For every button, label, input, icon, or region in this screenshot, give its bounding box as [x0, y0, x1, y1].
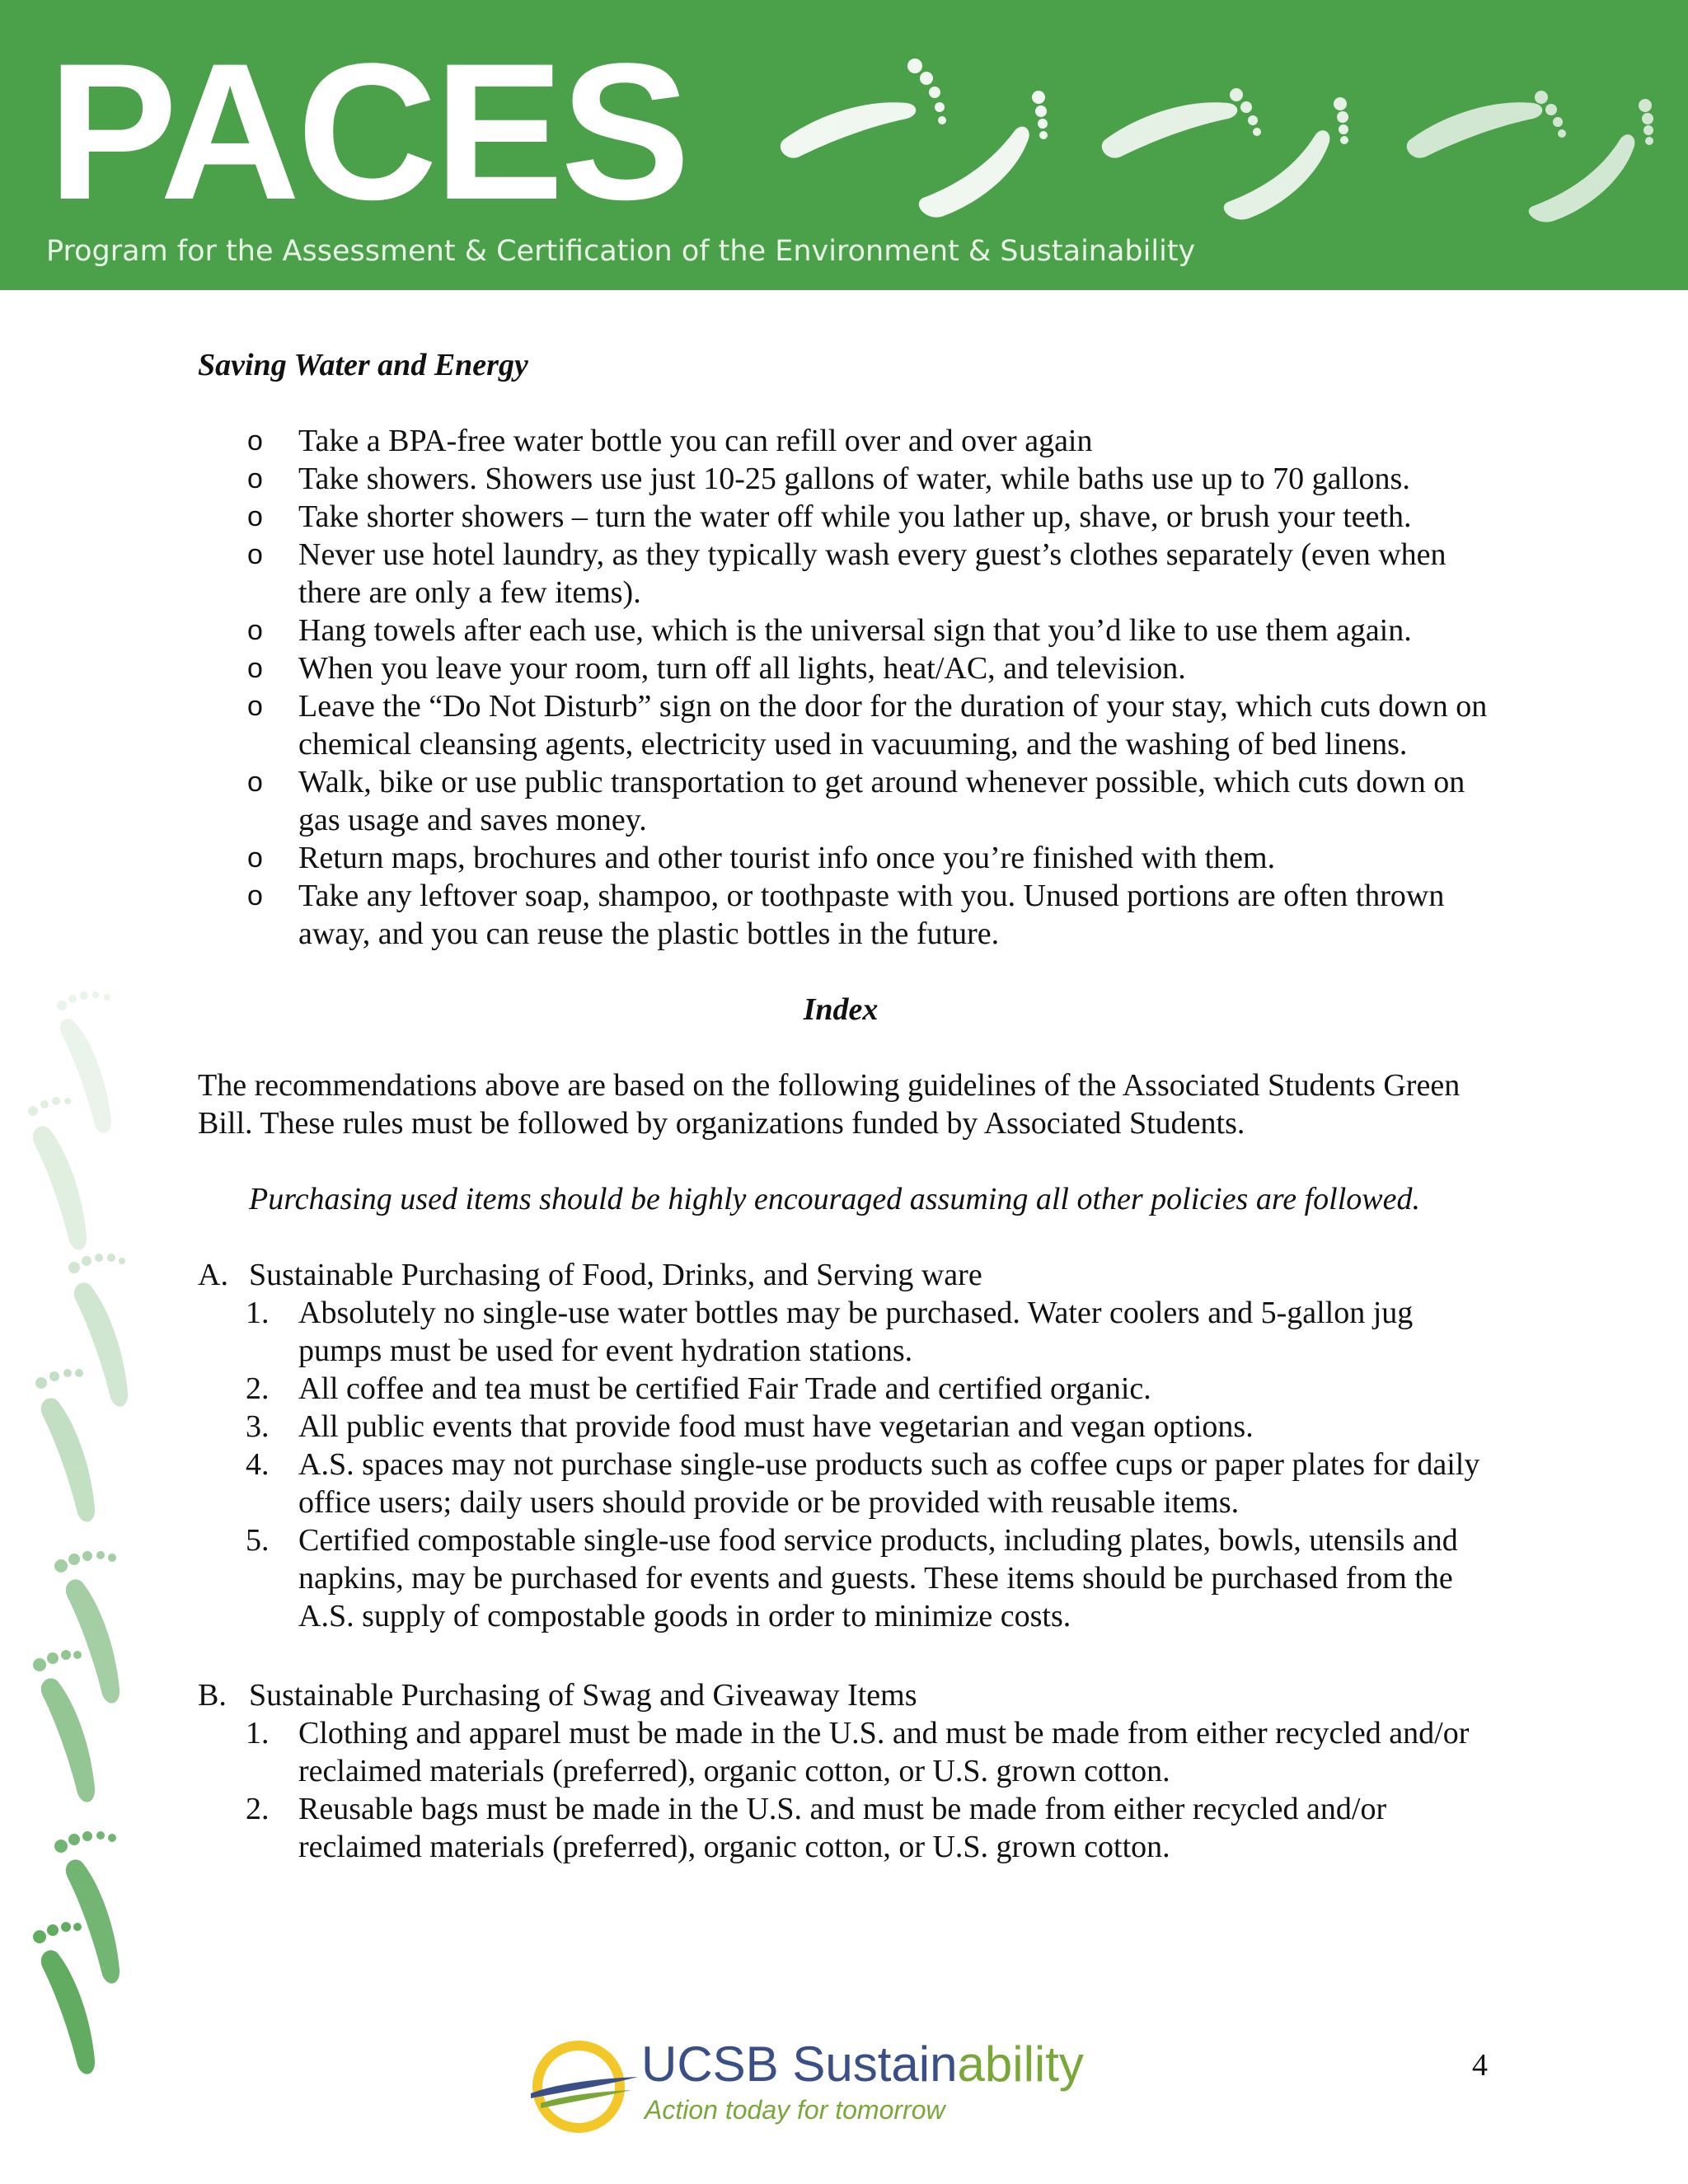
side-footprints-icon: [0, 972, 165, 2093]
section-a-list: [198, 1294, 1500, 1635]
list-item: 5. Certified compostable single-use food service products, including plates, bowls, utensils and napkins, may be purchased for events and guests. These items should be purchased from the A.S. supply of compostable goods in order to minimize costs.: [246, 1523, 1458, 1633]
bullet-marker: o: [247, 501, 263, 532]
ucsb-logo-tagline: Action today for tomorrow: [645, 2095, 945, 2125]
ucsb-sustainability-logo: [524, 2036, 1101, 2135]
list-item: o Never use hotel laundry, as they typically wash every guest’s clothes separately (even when there are only a few items).: [247, 537, 1447, 610]
section-b-list: [198, 1714, 1500, 1866]
bullet-marker: o: [247, 539, 263, 570]
bullet-marker: o: [247, 691, 263, 722]
list-item: 4. A.S. spaces may not purchase single-use products such as coffee cups or paper plates for daily office users; daily users should provide or be provided with reusable items.: [246, 1447, 1480, 1520]
index-note: Purchasing used items should be highly encouraged assuming all other policies are followed.: [249, 1182, 1420, 1216]
section-a-title: Sustainable Purchasing of Food, Drinks, and Serving ware: [249, 1258, 982, 1292]
section-b-title: Sustainable Purchasing of Swag and Giveaway Items: [249, 1678, 917, 1713]
section-b-letter: B.: [198, 1678, 227, 1713]
bullet-marker: o: [247, 766, 263, 798]
paces-logo-text: PACES: [48, 23, 687, 241]
list-item: o Hang towels after each use, which is the universal sign that you’d like to use them again.: [247, 613, 1412, 648]
list-item: 2. All coffee and tea must be certified Fair Trade and certified organic.: [246, 1371, 1151, 1406]
bullet-marker: o: [247, 463, 263, 494]
list-item: o Take any leftover soap, shampoo, or toothpaste with you. Unused portions are often thrown away, and you can reuse the plastic bottles in the future.: [247, 879, 1445, 951]
section-a-letter: A.: [198, 1258, 228, 1292]
index-intro: The recommendations above are based on the following guidelines of the Associated Students Green Bill. These rules must be followed by organizations funded by Associated Students.: [198, 1068, 1461, 1141]
bullet-marker: o: [247, 653, 263, 684]
list-item: o Take shorter showers – turn the water off while you lather up, shave, or brush your teeth.: [247, 499, 1412, 534]
list-item: o Walk, bike or use public transportation to get around whenever possible, which cuts down on gas usage and saves money.: [247, 765, 1465, 837]
tips-list: [198, 422, 1500, 953]
bullet-marker: o: [247, 880, 263, 912]
bullet-marker: o: [247, 842, 263, 874]
ucsb-logo-mark-icon: [524, 2036, 640, 2135]
list-item: o Take a BPA-free water bottle you can refill over and over again: [247, 424, 1093, 458]
list-item: 1. Clothing and apparel must be made in the U.S. and must be made from either recycled and/or reclaimed materials (preferred), organic cotton, or U.S. grown cotton.: [246, 1716, 1470, 1788]
list-item: 1. Absolutely no single-use water bottles may be purchased. Water coolers and 5-gallon jug pumps must be used for event hydration stations.: [246, 1296, 1414, 1368]
ucsb-logo-text: UCSB Sustainability: [641, 2036, 1084, 2092]
bullet-marker: o: [247, 615, 263, 646]
list-item: o When you leave your room, turn off all lights, heat/AC, and television.: [247, 651, 1186, 686]
index-title: Index: [803, 992, 879, 1027]
section-title: Saving Water and Energy: [198, 348, 528, 382]
list-item: o Leave the “Do Not Disturb” sign on the door for the duration of your stay, which cuts down on chemical cleansing agents, electricity used in vacuuming, and the washing of bed linens.: [247, 689, 1488, 762]
bullet-marker: o: [247, 425, 263, 457]
footprints-icon: [767, 33, 1673, 231]
list-item: o Return maps, brochures and other tourist info once you’re finished with them.: [247, 841, 1276, 875]
section-b-heading: [198, 1676, 1500, 1714]
section-a-heading: [198, 1256, 1500, 1294]
list-item: 2. Reusable bags must be made in the U.S. and must be made from either recycled and/or reclaimed materials (preferred), organic cotton, or U.S. grown cotton.: [246, 1792, 1387, 1864]
list-item: o Take showers. Showers use just 10-25 gallons of water, while baths use up to 70 gallons.: [247, 462, 1410, 496]
page-number: 4: [1472, 2048, 1488, 2083]
banner-tagline: Program for the Assessment & Certification of the Environment & Sustainability: [46, 235, 1196, 268]
header-banner: [0, 0, 1688, 290]
page-content: [198, 346, 1500, 1866]
list-item: 3. All public events that provide food must have vegetarian and vegan options.: [246, 1409, 1254, 1444]
